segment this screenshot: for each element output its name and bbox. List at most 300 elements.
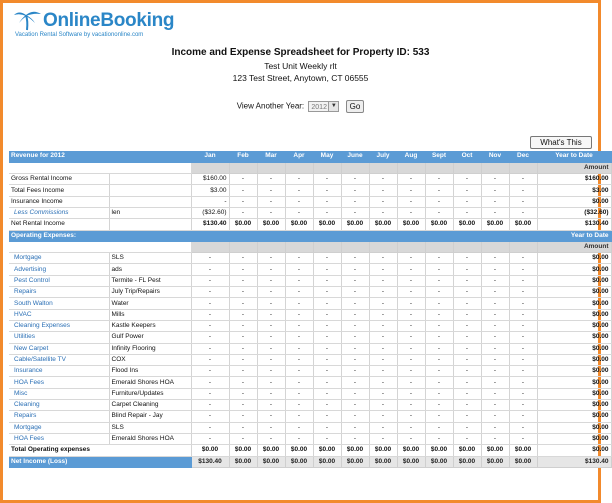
month-value: -: [341, 422, 369, 433]
month-value: -: [313, 264, 341, 275]
revenue-row: [9, 185, 611, 196]
ytd-value: $0.00: [537, 354, 611, 365]
month-value: $0.00: [257, 219, 285, 230]
gray-cell: [257, 162, 285, 173]
logo-tagline: Vacation Rental Software by vacationonline.com: [15, 32, 144, 38]
month-value: -: [453, 388, 481, 399]
year-selector-row: [3, 100, 598, 113]
onlinebooking-logo[interactable]: [13, 9, 183, 43]
month-value: -: [369, 174, 397, 185]
month-value: -: [509, 174, 537, 185]
month-value: -: [285, 433, 313, 444]
expense-category-link[interactable]: HOA Fees: [9, 377, 109, 388]
month-value: -: [229, 377, 257, 388]
expense-row: [9, 287, 611, 298]
month-value: -: [453, 343, 481, 354]
month-value: -: [397, 309, 425, 320]
ytd-value: $0.00: [537, 400, 611, 411]
blank-cell: [191, 230, 229, 241]
month-value: -: [191, 332, 229, 343]
month-value: -: [257, 309, 285, 320]
month-value: -: [481, 196, 509, 207]
month-value: -: [229, 275, 257, 286]
expense-category-link[interactable]: Repairs: [9, 411, 109, 422]
month-value: -: [257, 298, 285, 309]
month-value: -: [313, 433, 341, 444]
month-value: -: [453, 411, 481, 422]
month-header: Sept: [425, 151, 453, 162]
month-value: -: [229, 422, 257, 433]
ytd-value: $160.00: [537, 174, 611, 185]
month-value: -: [509, 320, 537, 331]
month-value: -: [397, 207, 425, 218]
gray-cell: [397, 162, 425, 173]
month-value: -: [425, 298, 453, 309]
month-value: -: [257, 411, 285, 422]
month-value: -: [397, 275, 425, 286]
month-value: -: [509, 343, 537, 354]
month-value: $0.00: [341, 445, 369, 456]
month-value: -: [229, 298, 257, 309]
month-value: $0.00: [285, 219, 313, 230]
month-value: -: [509, 388, 537, 399]
ytd-value: $0.00: [537, 411, 611, 422]
gray-cell: [313, 241, 341, 252]
expense-row: [9, 411, 611, 422]
expense-category-link[interactable]: HOA Fees: [9, 433, 109, 444]
month-value: -: [481, 343, 509, 354]
expense-category-link[interactable]: Cleaning Expenses: [9, 320, 109, 331]
chevron-down-icon: ▼: [328, 102, 338, 111]
gray-cell: [509, 162, 537, 173]
expense-row: [9, 388, 611, 399]
month-value: $0.00: [509, 219, 537, 230]
revenue-header-row: [9, 151, 611, 162]
month-value: -: [509, 196, 537, 207]
month-value: -: [341, 298, 369, 309]
month-value: -: [481, 320, 509, 331]
ytd-value: $0.00: [537, 343, 611, 354]
month-value: -: [369, 287, 397, 298]
month-value: -: [509, 253, 537, 264]
month-value: -: [257, 433, 285, 444]
month-value: -: [285, 400, 313, 411]
expense-category-link[interactable]: Mortgage: [9, 253, 109, 264]
expense-row: [9, 253, 611, 264]
month-value: -: [229, 185, 257, 196]
gray-cell: [257, 241, 285, 252]
month-value: $0.00: [453, 219, 481, 230]
month-value: -: [453, 298, 481, 309]
month-value: -: [285, 366, 313, 377]
month-value: -: [285, 196, 313, 207]
month-value: -: [341, 332, 369, 343]
month-header: Oct: [453, 151, 481, 162]
month-value: -: [509, 264, 537, 275]
month-value: $0.00: [425, 445, 453, 456]
expense-row: [9, 264, 611, 275]
month-value: -: [425, 377, 453, 388]
gray-cell: [341, 162, 369, 173]
month-value: -: [191, 411, 229, 422]
month-value: -: [509, 433, 537, 444]
month-value: -: [425, 196, 453, 207]
month-value: -: [229, 287, 257, 298]
month-value: -: [285, 411, 313, 422]
ytd-value: $0.00: [537, 366, 611, 377]
gray-cell: [229, 162, 257, 173]
expense-note: Carpet Cleaning: [109, 400, 191, 411]
month-value: -: [191, 400, 229, 411]
gray-cell: [285, 162, 313, 173]
month-value: -: [397, 354, 425, 365]
month-value: $0.00: [397, 219, 425, 230]
month-value: -: [341, 287, 369, 298]
blank-cell: [313, 230, 341, 241]
gray-cell: [191, 241, 229, 252]
month-value: -: [341, 400, 369, 411]
month-value: $160.00: [191, 174, 229, 185]
month-value: -: [369, 411, 397, 422]
month-value: -: [313, 275, 341, 286]
expense-category-link[interactable]: HVAC: [9, 309, 109, 320]
month-value: -: [313, 253, 341, 264]
month-value: -: [481, 366, 509, 377]
month-value: -: [369, 422, 397, 433]
month-value: -: [509, 377, 537, 388]
revenue-note: len: [109, 207, 191, 218]
ytd-value: $0.00: [537, 445, 611, 456]
month-value: $0.00: [425, 456, 453, 467]
month-value: -: [341, 388, 369, 399]
ytd-value: $0.00: [537, 196, 611, 207]
expense-note: Termite - FL Pest: [109, 275, 191, 286]
month-value: -: [397, 287, 425, 298]
month-value: -: [191, 196, 229, 207]
month-value: -: [369, 185, 397, 196]
month-value: $0.00: [397, 445, 425, 456]
blank-cell: [509, 230, 537, 241]
month-header: June: [341, 151, 369, 162]
month-value: -: [509, 298, 537, 309]
month-value: -: [397, 174, 425, 185]
month-value: $3.00: [191, 185, 229, 196]
month-value: -: [191, 309, 229, 320]
revenue-amount-row: [9, 162, 611, 173]
ytd-value: $130.40: [537, 456, 611, 467]
month-value: -: [509, 332, 537, 343]
month-value: -: [369, 343, 397, 354]
expense-row: [9, 422, 611, 433]
blank-cell: [453, 230, 481, 241]
month-value: -: [191, 354, 229, 365]
month-value: $0.00: [453, 445, 481, 456]
month-value: -: [369, 309, 397, 320]
year-select[interactable]: [308, 101, 339, 112]
property-address: 123 Test Street, Anytown, CT 06555: [232, 73, 369, 83]
month-value: -: [341, 433, 369, 444]
month-header: May: [313, 151, 341, 162]
blank-cell: [397, 230, 425, 241]
revenue-label[interactable]: Less Commissions: [9, 207, 109, 218]
expense-category-link[interactable]: Utilities: [9, 332, 109, 343]
month-header: Dec: [509, 151, 537, 162]
gray-cell: [453, 241, 481, 252]
revenue-note: [109, 196, 191, 207]
month-value: -: [369, 196, 397, 207]
month-value: -: [509, 309, 537, 320]
month-value: -: [397, 253, 425, 264]
ytd-value: $0.00: [537, 298, 611, 309]
month-value: -: [453, 207, 481, 218]
month-value: -: [341, 411, 369, 422]
month-value: -: [481, 174, 509, 185]
gray-cell: [397, 241, 425, 252]
month-value: -: [191, 377, 229, 388]
month-value: -: [481, 185, 509, 196]
month-value: -: [285, 298, 313, 309]
revenue-label: Insurance Income: [9, 196, 109, 207]
month-value: -: [369, 264, 397, 275]
month-value: -: [191, 287, 229, 298]
month-value: -: [341, 253, 369, 264]
month-value: $0.00: [509, 445, 537, 456]
month-value: -: [257, 196, 285, 207]
month-value: -: [229, 400, 257, 411]
month-value: $0.00: [229, 456, 257, 467]
expense-row: [9, 354, 611, 365]
month-value: -: [313, 411, 341, 422]
month-value: -: [257, 366, 285, 377]
month-value: $0.00: [229, 445, 257, 456]
ytd-value: $3.00: [537, 185, 611, 196]
month-value: -: [191, 422, 229, 433]
net-income-label: Net Income (Loss): [9, 456, 191, 467]
blank-cell: [285, 230, 313, 241]
expense-category-link[interactable]: South Walton: [9, 298, 109, 309]
month-value: -: [285, 388, 313, 399]
ytd-value: $0.00: [537, 332, 611, 343]
blank-cell: [341, 230, 369, 241]
month-value: -: [191, 253, 229, 264]
month-value: -: [341, 207, 369, 218]
gray-cell: [229, 241, 257, 252]
month-value: -: [453, 320, 481, 331]
expense-note: SLS: [109, 422, 191, 433]
month-value: -: [229, 264, 257, 275]
expense-category-link[interactable]: Mortgage: [9, 422, 109, 433]
month-value: -: [453, 196, 481, 207]
expense-note: Infinity Flooring: [109, 343, 191, 354]
month-value: -: [397, 411, 425, 422]
expense-category-link[interactable]: Misc: [9, 388, 109, 399]
month-value: -: [313, 354, 341, 365]
ytd-value: $0.00: [537, 264, 611, 275]
month-value: -: [453, 253, 481, 264]
gray-cell: [425, 241, 453, 252]
month-value: $0.00: [285, 445, 313, 456]
net-income-row: [9, 456, 611, 467]
month-value: -: [397, 343, 425, 354]
month-value: -: [191, 433, 229, 444]
month-value: -: [425, 174, 453, 185]
month-value: -: [313, 298, 341, 309]
expense-note: Water: [109, 298, 191, 309]
month-value: -: [453, 275, 481, 286]
month-value: $130.40: [191, 219, 229, 230]
spacer-cell: [9, 241, 191, 252]
month-value: -: [397, 422, 425, 433]
month-value: -: [313, 207, 341, 218]
month-value: $0.00: [257, 445, 285, 456]
expense-category-link[interactable]: Pest Control: [9, 275, 109, 286]
month-value: -: [425, 332, 453, 343]
month-value: -: [313, 366, 341, 377]
month-value: -: [229, 366, 257, 377]
month-value: -: [481, 309, 509, 320]
month-value: $0.00: [341, 456, 369, 467]
whats-this-button[interactable]: What's This: [530, 136, 592, 149]
expense-category-link[interactable]: New Carpet: [9, 343, 109, 354]
expense-note: Furniture/Updates: [109, 388, 191, 399]
gray-cell: [369, 241, 397, 252]
month-value: -: [369, 275, 397, 286]
month-value: -: [229, 343, 257, 354]
ytd-value: $130.40: [537, 219, 611, 230]
expense-row: [9, 309, 611, 320]
month-value: -: [509, 275, 537, 286]
month-value: -: [191, 320, 229, 331]
month-header: Mar: [257, 151, 285, 162]
month-value: -: [369, 377, 397, 388]
month-value: -: [397, 185, 425, 196]
spacer-cell: [9, 162, 191, 173]
month-value: -: [285, 332, 313, 343]
go-button[interactable]: Go: [346, 100, 365, 113]
month-value: -: [285, 264, 313, 275]
expense-note: July Trip/Repairs: [109, 287, 191, 298]
ytd-value: $0.00: [537, 320, 611, 331]
month-value: -: [425, 433, 453, 444]
month-value: -: [369, 400, 397, 411]
expense-category-link[interactable]: Cleaning: [9, 400, 109, 411]
month-value: -: [369, 332, 397, 343]
revenue-label: Net Rental Income: [9, 219, 109, 230]
month-value: $0.00: [341, 219, 369, 230]
month-value: -: [453, 400, 481, 411]
month-value: -: [257, 320, 285, 331]
month-value: -: [397, 320, 425, 331]
month-value: -: [425, 422, 453, 433]
month-value: -: [425, 354, 453, 365]
expense-category-link[interactable]: Insurance: [9, 366, 109, 377]
month-value: -: [425, 309, 453, 320]
expense-category-link[interactable]: Advertising: [9, 264, 109, 275]
expense-row: [9, 366, 611, 377]
month-value: $0.00: [313, 456, 341, 467]
expense-row: [9, 377, 611, 388]
month-value: -: [481, 354, 509, 365]
month-value: -: [369, 253, 397, 264]
income-expense-table: [9, 151, 612, 468]
month-value: -: [481, 298, 509, 309]
month-value: -: [313, 377, 341, 388]
gray-cell: [481, 162, 509, 173]
unit-name: Test Unit Weekly rlt: [264, 61, 337, 71]
month-value: -: [191, 343, 229, 354]
expense-note: SLS: [109, 253, 191, 264]
month-value: -: [453, 264, 481, 275]
month-value: -: [257, 332, 285, 343]
blank-cell: [425, 230, 453, 241]
month-value: -: [453, 174, 481, 185]
month-value: -: [191, 366, 229, 377]
expense-row: [9, 332, 611, 343]
month-value: -: [313, 343, 341, 354]
month-value: -: [425, 411, 453, 422]
month-value: $0.00: [257, 456, 285, 467]
month-value: -: [453, 354, 481, 365]
expenses-header-row: [9, 230, 611, 241]
month-value: -: [425, 264, 453, 275]
total-expenses-label: Total Operating expenses: [9, 445, 191, 456]
month-value: -: [369, 207, 397, 218]
expense-row: [9, 433, 611, 444]
month-value: -: [397, 298, 425, 309]
month-value: -: [453, 332, 481, 343]
month-value: -: [191, 388, 229, 399]
expense-note: Mills: [109, 309, 191, 320]
revenue-label: Gross Rental Income: [9, 174, 109, 185]
month-value: -: [313, 400, 341, 411]
month-value: -: [509, 422, 537, 433]
gray-cell: [313, 162, 341, 173]
ytd-header: Year to Date: [537, 230, 611, 241]
gray-cell: [341, 241, 369, 252]
ytd-value: $0.00: [537, 309, 611, 320]
month-value: -: [397, 377, 425, 388]
month-header: Aug: [397, 151, 425, 162]
month-value: -: [481, 287, 509, 298]
month-value: -: [397, 332, 425, 343]
month-value: -: [453, 433, 481, 444]
month-value: -: [397, 196, 425, 207]
expense-category-link[interactable]: Repairs: [9, 287, 109, 298]
revenue-row: [9, 196, 611, 207]
revenue-note: [109, 185, 191, 196]
month-value: -: [425, 207, 453, 218]
month-value: -: [257, 422, 285, 433]
month-value: -: [313, 320, 341, 331]
month-value: -: [481, 422, 509, 433]
month-header: July: [369, 151, 397, 162]
page-title: Income and Expense Spreadsheet for Property ID: 533: [171, 47, 430, 58]
month-header: Jan: [191, 151, 229, 162]
month-value: -: [341, 309, 369, 320]
ytd-value: $0.00: [537, 388, 611, 399]
expenses-amount-row: [9, 241, 611, 252]
month-value: -: [285, 354, 313, 365]
ytd-header: Year to Date: [537, 151, 611, 162]
month-value: -: [509, 207, 537, 218]
month-value: $0.00: [313, 219, 341, 230]
month-value: -: [285, 309, 313, 320]
month-header: Feb: [229, 151, 257, 162]
expense-category-link[interactable]: Cable/Satellite TV: [9, 354, 109, 365]
amount-header: Amount: [537, 241, 611, 252]
month-value: -: [341, 174, 369, 185]
month-value: -: [229, 411, 257, 422]
